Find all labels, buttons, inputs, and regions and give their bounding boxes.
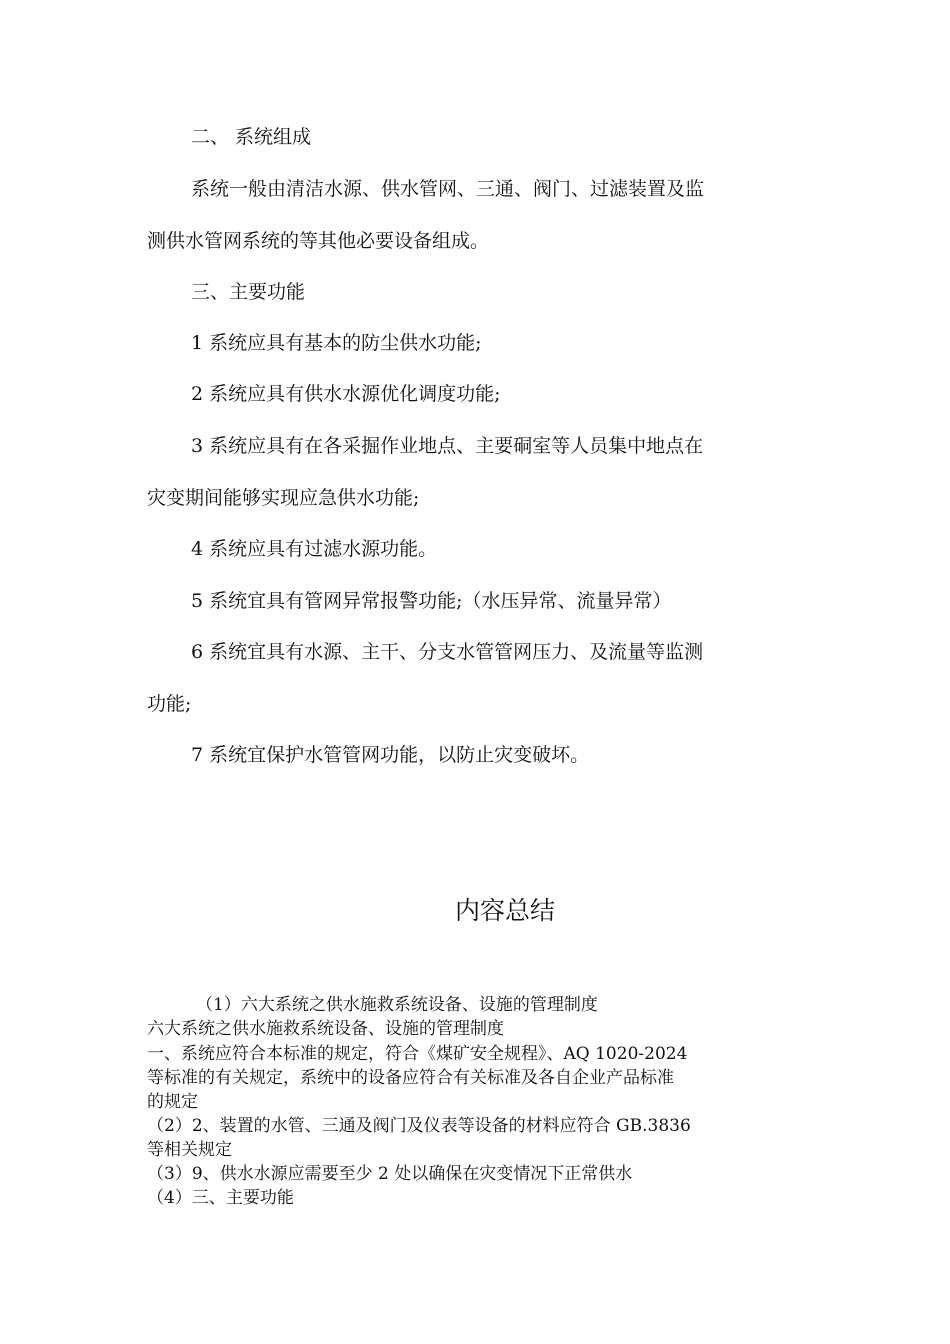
- list-item-continued: 功能;: [147, 693, 192, 715]
- list-item: 6 系统宜具有水源、主干、分支水管管网压力、及流量等监测: [191, 641, 704, 663]
- summary-line: 等相关规定: [147, 1140, 232, 1160]
- summary-line: 六大系统之供水施救系统设备、设施的管理制度: [147, 1019, 504, 1039]
- summary-line: （2）2、装置的水管、三通及阀门及仪表等设备的材料应符合 GB.3836: [147, 1116, 691, 1136]
- summary-line: （4）三、主要功能: [147, 1188, 294, 1208]
- summary-title: 内容总结: [454, 896, 555, 925]
- summary-line: 一、系统应符合本标准的规定，符合《煤矿安全规程》、AQ 1020-2024: [147, 1044, 688, 1064]
- paragraph-line: 测供水管网系统的等其他必要设备组成。: [147, 230, 490, 252]
- list-item: 3 系统应具有在各采掘作业地点、主要硐室等人员集中地点在: [191, 435, 704, 457]
- section-heading-composition: 二、 系统组成: [191, 126, 312, 148]
- summary-line: （3）9、供水水源应需要至少 2 处以确保在灾变情况下正常供水: [147, 1164, 633, 1184]
- list-item: 7 系统宜保护水管管网功能，以防止灾变破坏。: [191, 744, 590, 766]
- list-item: 4 系统应具有过滤水源功能。: [191, 538, 438, 560]
- list-item: 5 系统宜具有管网异常报警功能;（水压异常、流量异常）: [191, 590, 672, 612]
- summary-line: （1）六大系统之供水施救系统设备、设施的管理制度: [196, 995, 598, 1015]
- section-heading-functions: 三、主要功能: [191, 281, 306, 303]
- summary-line: 的规定: [147, 1092, 198, 1112]
- list-item-continued: 灾变期间能够实现应急供水功能;: [147, 487, 420, 509]
- list-item: 1 系统应具有基本的防尘供水功能;: [191, 332, 482, 354]
- summary-line: 等标准的有关规定，系统中的设备应符合有关标准及各自企业产品标准: [147, 1068, 674, 1088]
- paragraph-line: 系统一般由清洁水源、供水管网、三通、阀门、过滤装置及监: [191, 178, 705, 200]
- list-item: 2 系统应具有供水水源优化调度功能;: [191, 383, 501, 405]
